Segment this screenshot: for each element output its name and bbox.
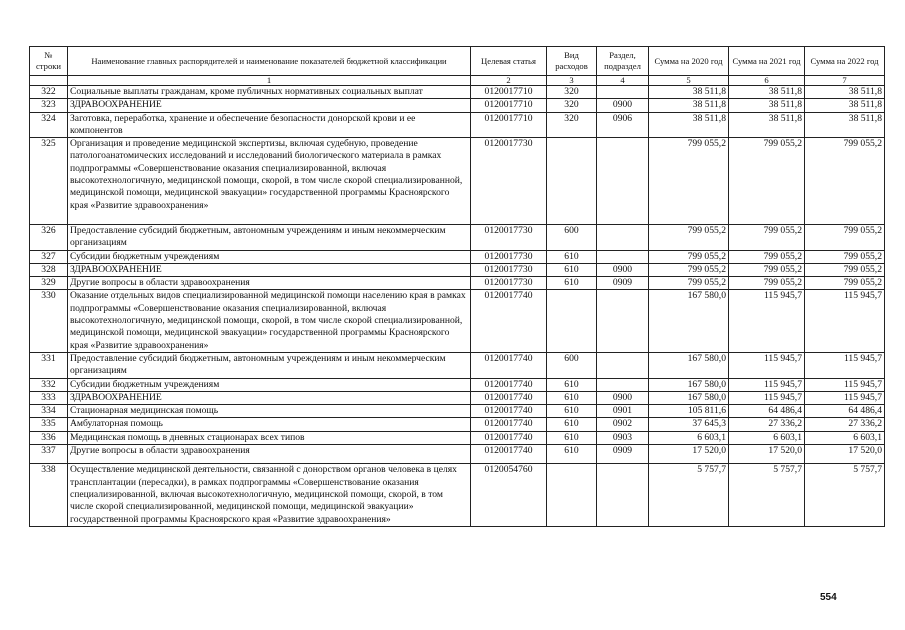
section-code: [597, 138, 649, 225]
row-number: 327: [30, 250, 68, 263]
expense-type: 610: [547, 378, 597, 391]
row-name: Оказание отдельных видов специализированной медицинской помощи населению края в рамках подпрограммы «Совершенствование оказания специализированной, включая высокотехнологичную, медицинской помощи, скорой, в том числе скорой специализированной, медицинской помощи, медицинской эвакуации» государственной программы Красноярского края «Развитие здравоохранения»: [68, 290, 471, 352]
row-number: 335: [30, 418, 68, 431]
column-number-row: [30, 76, 885, 86]
target-article: 0120017730: [471, 224, 547, 250]
sum-2021: 27 336,2: [729, 418, 805, 431]
target-article: 0120017740: [471, 378, 547, 391]
expense-type: [547, 464, 597, 526]
sum-2021: 38 511,8: [729, 99, 805, 112]
sum-2021: 115 945,7: [729, 352, 805, 378]
row-number: 329: [30, 277, 68, 290]
target-article: 0120017710: [471, 86, 547, 99]
expense-type: 610: [547, 418, 597, 431]
page-number: 554: [820, 592, 837, 603]
section-code: 0900: [597, 263, 649, 276]
expense-type: [547, 138, 597, 225]
expense-type: 610: [547, 250, 597, 263]
header-name: Наименование главных распорядителей и наименование показателей бюджетной классификации: [68, 47, 471, 76]
section-code: [597, 86, 649, 99]
column-number: 1: [68, 76, 471, 86]
sum-2021: 799 055,2: [729, 138, 805, 225]
row-number: 334: [30, 405, 68, 418]
table-row: [30, 431, 885, 444]
row-number: 337: [30, 445, 68, 464]
sum-2020: 17 520,0: [649, 445, 729, 464]
header-sum-2021: Сумма на 2021 год: [729, 47, 805, 76]
table-row: [30, 277, 885, 290]
target-article: 0120017740: [471, 352, 547, 378]
row-name: Другие вопросы в области здравоохранения: [68, 277, 471, 290]
target-article: 0120017710: [471, 99, 547, 112]
header-target-article: Целевая статья: [471, 47, 547, 76]
row-number: 330: [30, 290, 68, 352]
sum-2022: 115 945,7: [805, 378, 885, 391]
section-code: 0906: [597, 112, 649, 138]
sum-2020: 799 055,2: [649, 138, 729, 225]
sum-2022: 38 511,8: [805, 86, 885, 99]
target-article: 0120017740: [471, 405, 547, 418]
expense-type: 610: [547, 391, 597, 404]
expense-type: [547, 290, 597, 352]
expense-type: 610: [547, 263, 597, 276]
sum-2020: 6 603,1: [649, 431, 729, 444]
sum-2021: 38 511,8: [729, 86, 805, 99]
row-name: Стационарная медицинская помощь: [68, 405, 471, 418]
header-sum-2020: Сумма на 2020 год: [649, 47, 729, 76]
sum-2022: 115 945,7: [805, 352, 885, 378]
target-article: 0120017730: [471, 138, 547, 225]
target-article: 0120017730: [471, 277, 547, 290]
section-code: 0900: [597, 99, 649, 112]
target-article: 0120017740: [471, 431, 547, 444]
sum-2022: 799 055,2: [805, 277, 885, 290]
row-name: Субсидии бюджетным учреждениям: [68, 378, 471, 391]
expense-type: 610: [547, 277, 597, 290]
sum-2020: 799 055,2: [649, 263, 729, 276]
target-article: 0120017740: [471, 418, 547, 431]
table-row: [30, 391, 885, 404]
section-code: 0909: [597, 445, 649, 464]
sum-2021: 799 055,2: [729, 263, 805, 276]
section-code: [597, 464, 649, 526]
sum-2020: 167 580,0: [649, 352, 729, 378]
sum-2022: 799 055,2: [805, 224, 885, 250]
row-name: Осуществление медицинской деятельности, связанной с донорством органов человека в целях трансплантации (пересадки), в рамках подпрограммы «Совершенствование оказания специализированной, включая высокотехнологичную, медицинской помощи, скорой, в том числе скорой специализированной, медицинской помощи, медицинской эвакуации» государственной программы Красноярского края «Развитие здравоохранения»: [68, 464, 471, 526]
section-code: [597, 250, 649, 263]
sum-2022: 799 055,2: [805, 250, 885, 263]
row-name: Организация и проведение медицинской экспертизы, включая судебную, проведение патологоанатомических исследований и исследований биологического материала в рамках подпрограммы «Совершенствование оказания специализированной, включая высокотехнологичную, медицинской помощи, скорой, в том числе скорой специализированной, медицинской помощи, медицинской эвакуации» государственной программы Красноярского края «Развитие здравоохранения»: [68, 138, 471, 225]
sum-2020: 799 055,2: [649, 277, 729, 290]
column-number: 3: [547, 76, 597, 86]
budget-table: [29, 46, 885, 527]
row-number: 336: [30, 431, 68, 444]
expense-type: 320: [547, 99, 597, 112]
sum-2021: 115 945,7: [729, 290, 805, 352]
sum-2020: 167 580,0: [649, 378, 729, 391]
sum-2022: 38 511,8: [805, 99, 885, 112]
expense-type: 610: [547, 405, 597, 418]
row-number: 322: [30, 86, 68, 99]
row-name: Предоставление субсидий бюджетным, автономным учреждениям и иным некоммерческим организациям: [68, 224, 471, 250]
section-code: 0902: [597, 418, 649, 431]
row-name: Другие вопросы в области здравоохранения: [68, 445, 471, 464]
table-row: [30, 405, 885, 418]
sum-2022: 6 603,1: [805, 431, 885, 444]
sum-2021: 64 486,4: [729, 405, 805, 418]
column-number: 5: [649, 76, 729, 86]
sum-2020: 38 511,8: [649, 99, 729, 112]
row-name: Предоставление субсидий бюджетным, автономным учреждениям и иным некоммерческим организациям: [68, 352, 471, 378]
expense-type: 610: [547, 431, 597, 444]
row-name: Социальные выплаты гражданам, кроме публичных нормативных социальных выплат: [68, 86, 471, 99]
sum-2021: 115 945,7: [729, 378, 805, 391]
row-number: 333: [30, 391, 68, 404]
sum-2021: 17 520,0: [729, 445, 805, 464]
expense-type: 610: [547, 445, 597, 464]
table-row: [30, 138, 885, 225]
sum-2021: 115 945,7: [729, 391, 805, 404]
column-number: [30, 76, 68, 86]
sum-2020: 167 580,0: [649, 290, 729, 352]
row-name: ЗДРАВООХРАНЕНИЕ: [68, 99, 471, 112]
row-name: Амбулаторная помощь: [68, 418, 471, 431]
expense-type: 320: [547, 112, 597, 138]
sum-2020: 37 645,3: [649, 418, 729, 431]
sum-2022: 64 486,4: [805, 405, 885, 418]
row-name: Медицинская помощь в дневных стационарах всех типов: [68, 431, 471, 444]
row-number: 324: [30, 112, 68, 138]
row-number: 338: [30, 464, 68, 526]
table-row: [30, 250, 885, 263]
target-article: 0120017730: [471, 250, 547, 263]
sum-2020: 38 511,8: [649, 112, 729, 138]
table-row: [30, 352, 885, 378]
row-name: ЗДРАВООХРАНЕНИЕ: [68, 391, 471, 404]
section-code: 0900: [597, 391, 649, 404]
table-row: [30, 263, 885, 276]
table-row: [30, 224, 885, 250]
sum-2020: 167 580,0: [649, 391, 729, 404]
target-article: 0120017710: [471, 112, 547, 138]
sum-2020: 5 757,7: [649, 464, 729, 526]
sum-2021: 6 603,1: [729, 431, 805, 444]
sum-2020: 799 055,2: [649, 250, 729, 263]
row-number: 332: [30, 378, 68, 391]
target-article: 0120054760: [471, 464, 547, 526]
section-code: [597, 224, 649, 250]
header-expense-type: Вид расходов: [547, 47, 597, 76]
row-name: ЗДРАВООХРАНЕНИЕ: [68, 263, 471, 276]
row-number: 325: [30, 138, 68, 225]
sum-2021: 799 055,2: [729, 224, 805, 250]
sum-2022: 799 055,2: [805, 263, 885, 276]
sum-2021: 5 757,7: [729, 464, 805, 526]
sum-2020: 105 811,6: [649, 405, 729, 418]
sum-2020: 38 511,8: [649, 86, 729, 99]
header-sum-2022: Сумма на 2022 год: [805, 47, 885, 76]
sum-2022: 799 055,2: [805, 138, 885, 225]
section-code: 0909: [597, 277, 649, 290]
table-row: [30, 464, 885, 526]
section-code: [597, 352, 649, 378]
expense-type: 600: [547, 224, 597, 250]
section-code: [597, 290, 649, 352]
column-number: 6: [729, 76, 805, 86]
sum-2022: 5 757,7: [805, 464, 885, 526]
row-number: 328: [30, 263, 68, 276]
table-row: [30, 290, 885, 352]
section-code: 0901: [597, 405, 649, 418]
target-article: 0120017740: [471, 391, 547, 404]
table-row: [30, 445, 885, 464]
row-number: 326: [30, 224, 68, 250]
sum-2020: 799 055,2: [649, 224, 729, 250]
row-number: 323: [30, 99, 68, 112]
target-article: 0120017730: [471, 263, 547, 276]
header-row-number: № строки: [30, 47, 68, 76]
sum-2022: 115 945,7: [805, 290, 885, 352]
target-article: 0120017740: [471, 445, 547, 464]
table-body: [30, 86, 885, 527]
expense-type: 320: [547, 86, 597, 99]
header-section: Раздел, подраздел: [597, 47, 649, 76]
sum-2022: 115 945,7: [805, 391, 885, 404]
table-row: [30, 86, 885, 99]
row-number: 331: [30, 352, 68, 378]
column-number: 2: [471, 76, 547, 86]
row-name: Субсидии бюджетным учреждениям: [68, 250, 471, 263]
table-row: [30, 378, 885, 391]
column-number: 4: [597, 76, 649, 86]
sum-2021: 38 511,8: [729, 112, 805, 138]
sum-2021: 799 055,2: [729, 250, 805, 263]
sum-2022: 17 520,0: [805, 445, 885, 464]
table-row: [30, 99, 885, 112]
column-number: 7: [805, 76, 885, 86]
table-row: [30, 112, 885, 138]
section-code: [597, 378, 649, 391]
target-article: 0120017740: [471, 290, 547, 352]
table-row: [30, 418, 885, 431]
sum-2021: 799 055,2: [729, 277, 805, 290]
sum-2022: 38 511,8: [805, 112, 885, 138]
expense-type: 600: [547, 352, 597, 378]
sum-2022: 27 336,2: [805, 418, 885, 431]
section-code: 0903: [597, 431, 649, 444]
header-row: [30, 47, 885, 76]
row-name: Заготовка, переработка, хранение и обеспечение безопасности донорской крови и ее компонентов: [68, 112, 471, 138]
